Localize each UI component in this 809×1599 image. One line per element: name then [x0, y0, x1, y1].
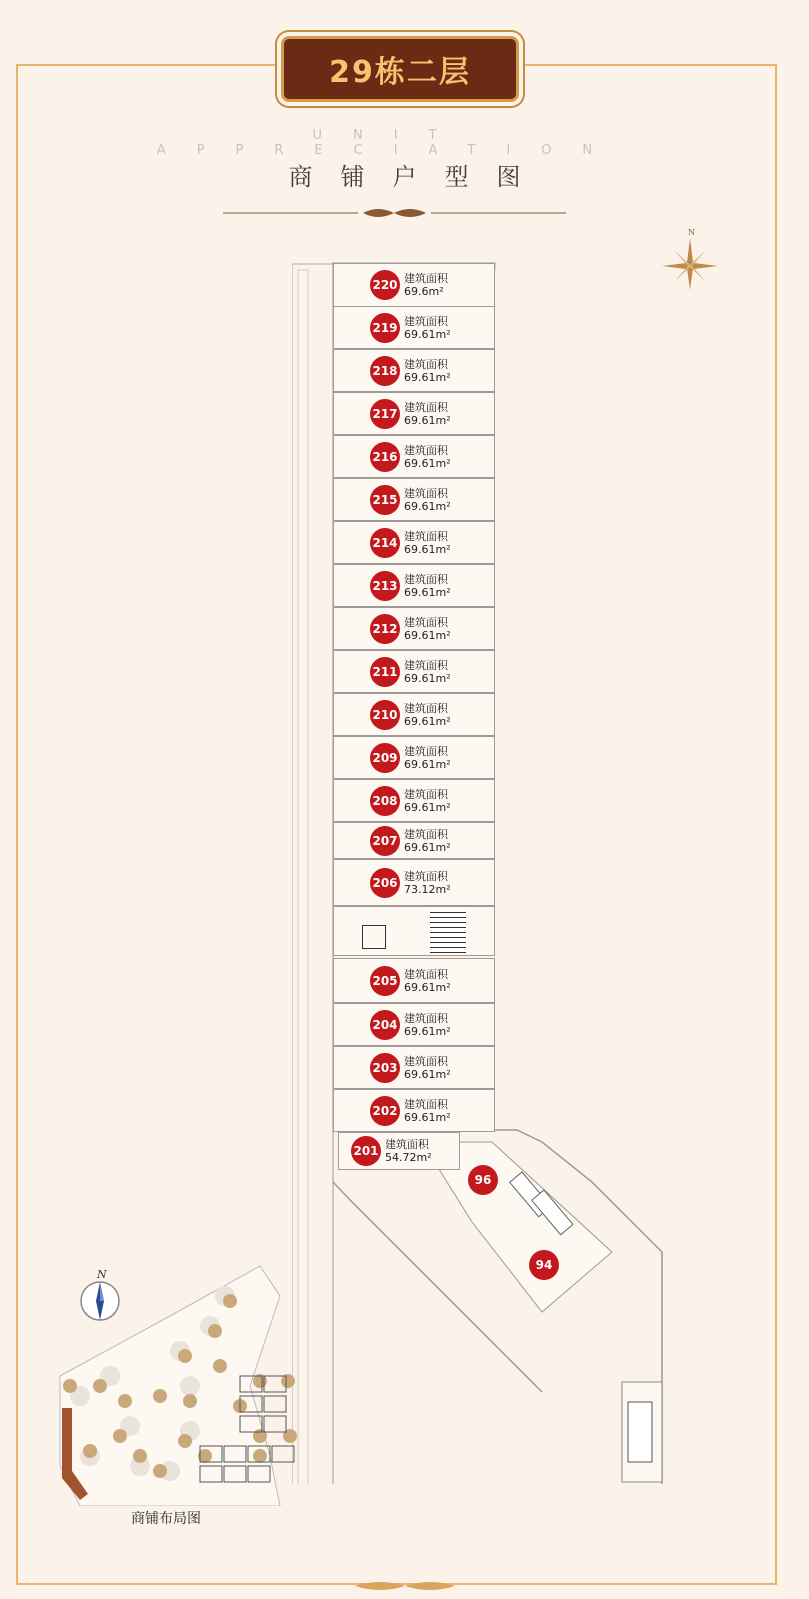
area-caption: 建筑面积	[404, 400, 448, 414]
page-title: 29栋二层	[329, 55, 471, 90]
unit-number-badge: 220	[370, 270, 400, 300]
unit-area-label	[404, 487, 451, 513]
area-caption: 建筑面积	[404, 529, 448, 543]
area-caption: 建筑面积	[404, 658, 448, 672]
unit-area-label	[404, 788, 451, 814]
unit-number-badge: 217	[370, 399, 400, 429]
unit-number-badge: 209	[370, 743, 400, 773]
subtitle-chinese: 商铺户型图	[288, 163, 549, 191]
area-caption: 建筑面积	[404, 827, 448, 841]
unit-215[interactable]	[333, 478, 495, 521]
area-value: 69.61m²	[404, 1110, 451, 1124]
unit-badge-94[interactable]: 94	[529, 1250, 559, 1280]
area-value: 69.61m²	[404, 1067, 451, 1081]
unit-area-label	[404, 272, 448, 298]
unit-207[interactable]	[333, 822, 495, 859]
area-caption: 建筑面积	[404, 1011, 448, 1025]
unit-number-badge: 219	[370, 313, 400, 343]
area-value: 69.61m²	[404, 542, 451, 556]
compass-n-label: N	[688, 228, 695, 237]
unit-number-badge: 218	[370, 356, 400, 386]
unit-area-label	[404, 702, 451, 728]
area-caption: 建筑面积	[404, 869, 448, 883]
unit-210[interactable]	[333, 693, 495, 736]
unit-number-badge: 216	[370, 442, 400, 472]
unit-area-label	[404, 870, 451, 896]
area-caption: 建筑面积	[404, 443, 448, 457]
unit-area-label	[404, 573, 451, 599]
unit-number-badge: 215	[370, 485, 400, 515]
unit-number-badge: 204	[370, 1010, 400, 1040]
area-value: 69.61m²	[404, 1024, 451, 1038]
area-value: 69.61m²	[404, 456, 451, 470]
area-caption: 建筑面积	[404, 486, 448, 500]
area-value: 69.61m²	[404, 840, 451, 854]
unit-201[interactable]	[338, 1132, 460, 1170]
area-value: 69.61m²	[404, 628, 451, 642]
unit-213[interactable]	[333, 564, 495, 607]
ornament-divider	[223, 206, 566, 220]
unit-216[interactable]	[333, 435, 495, 478]
area-caption: 建筑面积	[404, 1054, 448, 1068]
unit-218[interactable]	[333, 349, 495, 392]
area-value: 69.61m²	[404, 980, 451, 994]
area-caption: 建筑面积	[404, 615, 448, 629]
unit-area-label	[404, 530, 451, 556]
unit-area-label	[404, 828, 451, 854]
unit-number-badge: 211	[370, 657, 400, 687]
staircase-icon	[430, 909, 466, 953]
subtitle-english: UNIT APPRECIATION	[156, 128, 624, 158]
unit-number-badge: 206	[370, 868, 400, 898]
area-value: 69.61m²	[404, 585, 451, 599]
unit-212[interactable]	[333, 607, 495, 650]
area-value: 69.61m²	[404, 413, 451, 427]
bottom-ornament	[345, 1580, 465, 1592]
unit-number-badge: 208	[370, 786, 400, 816]
area-caption: 建筑面积	[385, 1138, 429, 1151]
unit-area-label	[404, 1055, 451, 1081]
area-caption: 建筑面积	[404, 272, 448, 285]
area-value: 69.61m²	[404, 499, 451, 513]
unit-area-label	[404, 1098, 451, 1124]
site-map-caption: 商铺布局图	[131, 1511, 201, 1527]
north-label: N	[97, 1268, 107, 1281]
unit-number-badge: 207	[370, 826, 400, 856]
unit-area-label	[404, 968, 451, 994]
unit-area-label	[404, 1012, 451, 1038]
unit-number-badge: 201	[351, 1136, 381, 1166]
area-caption: 建筑面积	[404, 357, 448, 371]
unit-number-badge: 203	[370, 1053, 400, 1083]
title-banner	[281, 36, 519, 102]
area-value: 69.61m²	[404, 370, 451, 384]
area-caption: 建筑面积	[404, 967, 448, 981]
unit-219[interactable]	[333, 306, 495, 349]
unit-206[interactable]	[333, 859, 495, 906]
unit-209[interactable]	[333, 736, 495, 779]
unit-217[interactable]	[333, 392, 495, 435]
area-caption: 建筑面积	[404, 314, 448, 328]
area-caption: 建筑面积	[404, 701, 448, 715]
unit-203[interactable]	[333, 1046, 495, 1089]
unit-202[interactable]	[333, 1089, 495, 1132]
unit-211[interactable]	[333, 650, 495, 693]
unit-area-label	[404, 401, 451, 427]
unit-number-badge: 214	[370, 528, 400, 558]
unit-area-label	[385, 1138, 432, 1164]
elevator-icon	[362, 925, 386, 949]
unit-area-label	[404, 616, 451, 642]
unit-area-label	[404, 745, 451, 771]
stair-core	[333, 906, 495, 956]
unit-205[interactable]	[333, 958, 495, 1003]
area-caption: 建筑面积	[404, 572, 448, 586]
unit-number-badge: 202	[370, 1096, 400, 1126]
area-value: 73.12m²	[404, 882, 451, 896]
unit-208[interactable]	[333, 779, 495, 822]
unit-220[interactable]	[333, 263, 495, 307]
unit-area-label	[404, 659, 451, 685]
area-caption: 建筑面积	[404, 1097, 448, 1111]
unit-number-badge: 213	[370, 571, 400, 601]
area-value: 54.72m²	[385, 1151, 432, 1164]
area-caption: 建筑面积	[404, 787, 448, 801]
north-arrow-icon	[76, 1268, 124, 1322]
unit-area-label	[404, 315, 451, 341]
unit-number-badge: 210	[370, 700, 400, 730]
area-value: 69.61m²	[404, 327, 451, 341]
area-value: 69.61m²	[404, 714, 451, 728]
unit-area-label	[404, 444, 451, 470]
unit-number-badge: 212	[370, 614, 400, 644]
unit-214[interactable]	[333, 521, 495, 564]
unit-badge-96[interactable]: 96	[468, 1165, 498, 1195]
area-value: 69.61m²	[404, 671, 451, 685]
area-caption: 建筑面积	[404, 744, 448, 758]
area-value: 69.61m²	[404, 757, 451, 771]
unit-204[interactable]	[333, 1003, 495, 1046]
unit-area-label	[404, 358, 451, 384]
area-value: 69.6m²	[404, 285, 444, 298]
area-value: 69.61m²	[404, 800, 451, 814]
unit-number-badge: 205	[370, 966, 400, 996]
